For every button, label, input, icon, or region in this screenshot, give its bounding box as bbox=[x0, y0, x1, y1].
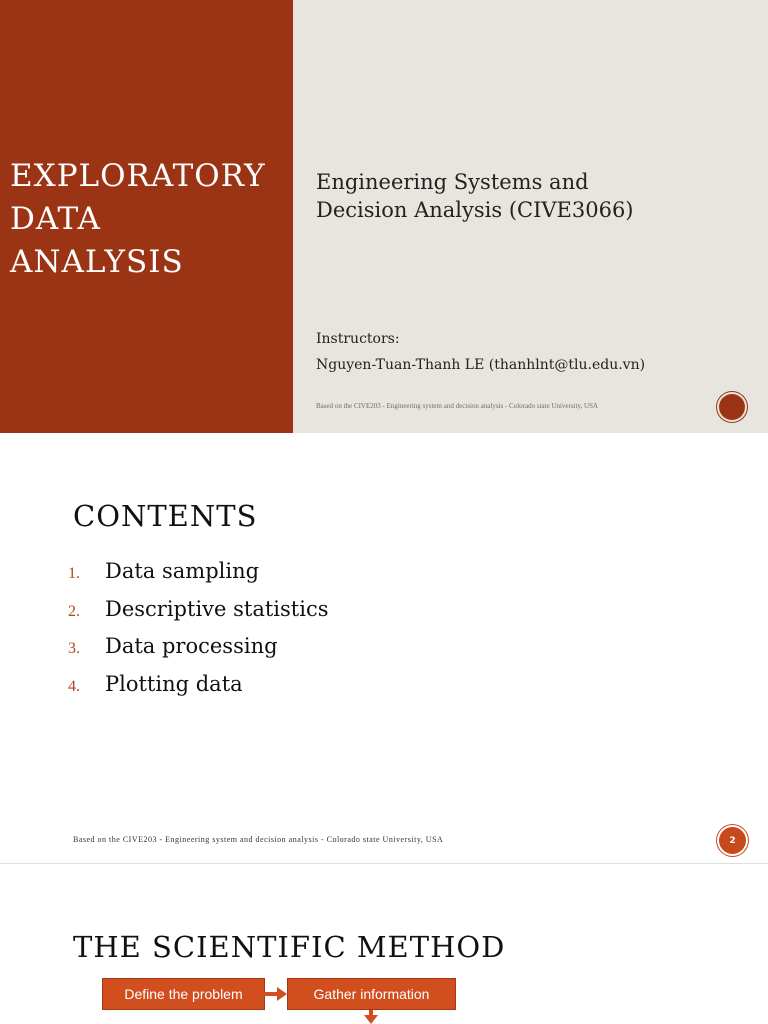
list-item-number: 3. bbox=[68, 640, 80, 657]
instructors-label: Instructors: bbox=[316, 331, 400, 347]
contents-list bbox=[68, 559, 328, 709]
list-item-label: Descriptive statistics bbox=[105, 596, 329, 621]
list-item bbox=[68, 597, 328, 635]
list-item bbox=[68, 559, 328, 597]
slide-footer: Based on the CIVE203 - Engineering system and decision analysis - Colorado state University, USA bbox=[73, 835, 444, 844]
slide-title-line: ANALYSIS bbox=[10, 244, 184, 280]
list-item-number: 4. bbox=[68, 677, 80, 695]
subtitle-line: Engineering Systems and bbox=[316, 170, 589, 194]
subtitle-line: Decision Analysis (CIVE3066) bbox=[316, 198, 634, 222]
page-number-badge: 2 bbox=[719, 827, 746, 854]
list-item-number: 1. bbox=[68, 565, 80, 582]
contents-title: CONTENTS bbox=[73, 499, 258, 533]
list-item-label: Data sampling bbox=[105, 559, 260, 583]
list-item-label: Data processing bbox=[105, 634, 278, 658]
list-item bbox=[68, 634, 328, 672]
list-item-number: 2. bbox=[68, 602, 80, 620]
slide-number-circle bbox=[719, 394, 745, 420]
list-item bbox=[68, 672, 328, 710]
course-subtitle bbox=[316, 168, 756, 224]
instructor-name: Nguyen-Tuan-Thanh LE (thanhlnt@tlu.edu.vn) bbox=[316, 357, 646, 373]
step-gather-information: Gather information bbox=[287, 978, 456, 1010]
scientific-method-slide bbox=[0, 864, 768, 1024]
arrow-down-icon bbox=[362, 1010, 380, 1024]
title-panel bbox=[0, 0, 293, 433]
slide-footer: Based on the CIVE203 - Engineering system and decision analysis - Colorado state University, USA bbox=[316, 402, 599, 410]
step-define-problem: Define the problem bbox=[102, 978, 265, 1010]
slide-title bbox=[10, 155, 290, 284]
list-item-label: Plotting data bbox=[105, 671, 243, 696]
title-slide bbox=[0, 0, 768, 433]
slide-title-line: DATA bbox=[10, 201, 101, 237]
scientific-method-title: THE SCIENTIFIC METHOD bbox=[73, 930, 506, 964]
arrow-right-icon bbox=[264, 986, 288, 1002]
contents-slide bbox=[0, 433, 768, 863]
slide-title-line: EXPLORATORY bbox=[10, 158, 266, 194]
